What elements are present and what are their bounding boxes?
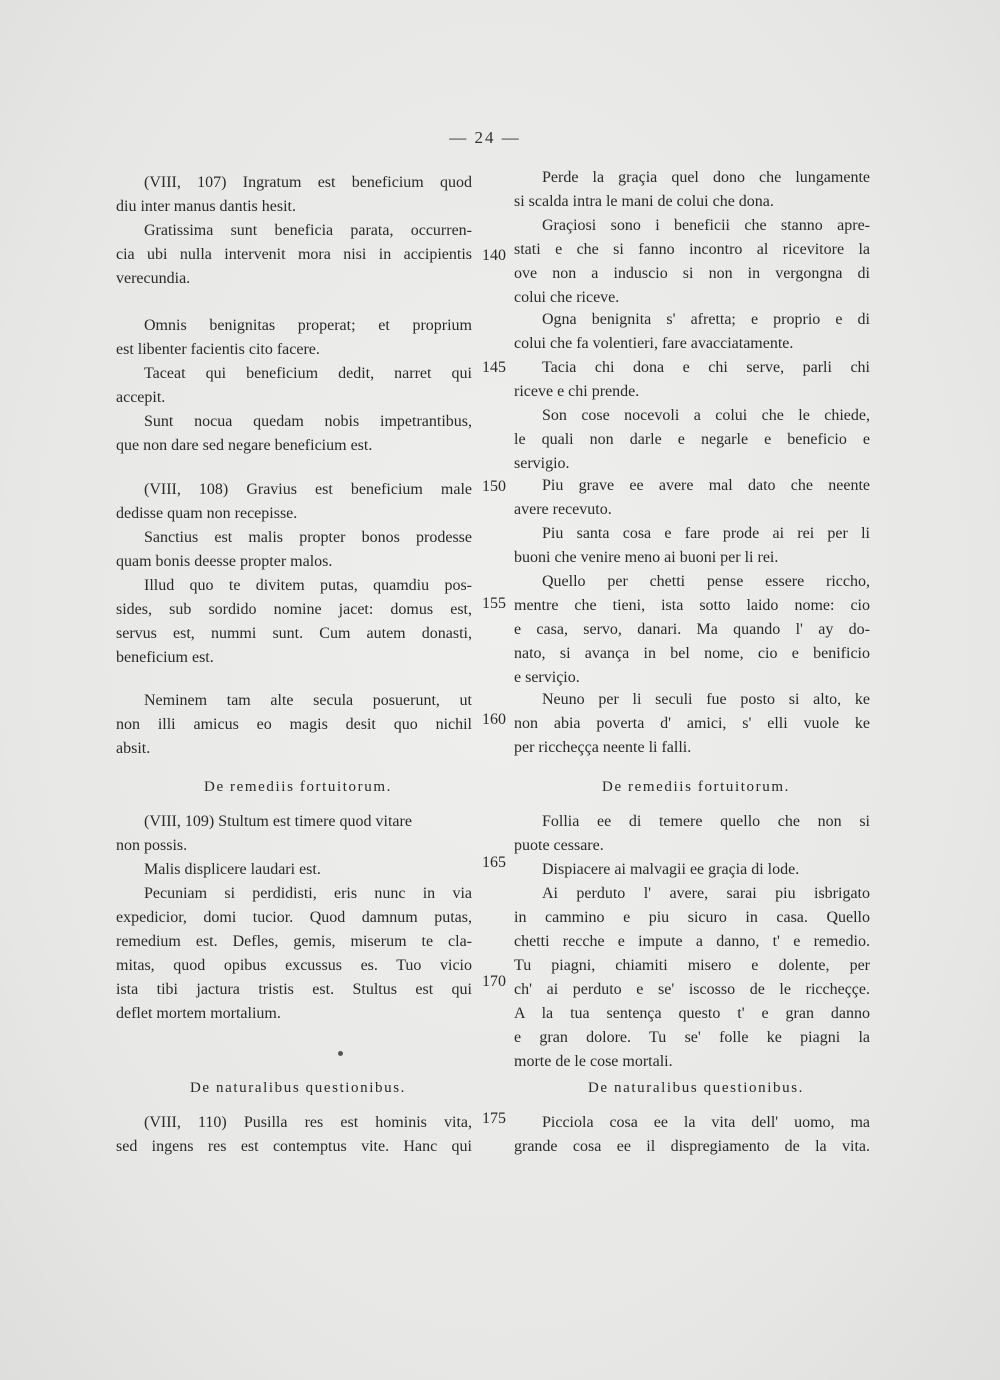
text-line: A la tua sentença questo t' e gran danno <box>514 1005 870 1022</box>
text-line: buoni che venire meno ai buoni per li rei. <box>514 549 779 566</box>
text-line: Pecuniam si perdidisti, eris nunc in via <box>144 885 472 902</box>
text-line: (VIII, 108) Gravius est beneficium male <box>144 481 472 498</box>
line-number: 175 <box>482 1110 506 1127</box>
text-line: Picciola cosa ee la vita dell' uomo, ma <box>542 1114 870 1131</box>
text-line: non illi amicus eo magis desit quo nichil <box>116 716 472 733</box>
text-line: servus est, nummi sunt. Cum autem donasti, <box>116 625 472 642</box>
text-line: expedicior, domi tucior. Quod damnum putas, <box>116 909 472 926</box>
section-heading: De remediis fortuitorum. <box>204 779 392 795</box>
text-line: ista tibi jactura tristis est. Stultus est qui <box>116 981 472 998</box>
text-line: mitas, quod opibus excussus es. Tuo vicio <box>116 957 472 974</box>
text-line: puote cessare. <box>514 837 604 854</box>
text-line: ove non a induscio si non in vergongna di <box>514 265 870 282</box>
text-line: Tu piagni, chiamiti misero e dolente, per <box>514 957 870 974</box>
text-line: cia ubi nulla intervenit mora nisi in accipientis <box>116 246 472 263</box>
text-line: sed ingens res est contemptus vite. Hanc qui <box>116 1138 472 1155</box>
text-line: Sanctius est malis propter bonos prodesse <box>144 529 472 546</box>
text-line: Dispiacere ai malvagii ee graçia di lode. <box>542 861 800 878</box>
section-heading: De remediis fortuitorum. <box>602 779 790 795</box>
text-line: Omnis benignitas properat; et proprium <box>144 317 472 334</box>
text-line: Neuno per li seculi fue posto si alto, ke <box>542 691 870 708</box>
text-line: stati e che si fanno incontro al ricevitore la <box>514 241 870 258</box>
text-line: absit. <box>116 740 151 757</box>
text-line: que non dare sed negare beneficium est. <box>116 437 373 454</box>
text-line: si scalda intra le mani de colui che dona. <box>514 193 774 210</box>
text-line: non possis. <box>116 837 188 854</box>
text-line: sides, sub sordido nomine jacet: domus est, <box>116 601 472 618</box>
text-line: Piu grave ee avere mal dato che neente <box>542 477 870 494</box>
text-line: est libenter facientis cito facere. <box>116 341 320 358</box>
text-line: in cammino e piu sicuro in casa. Quello <box>514 909 870 926</box>
text-line: Taceat qui beneficium dedit, narret qui <box>144 365 472 382</box>
text-line: morte de le cose mortali. <box>514 1053 673 1070</box>
text-line: riceve e chi prende. <box>514 383 640 400</box>
line-number: 155 <box>482 595 506 612</box>
text-line: Sunt nocua quedam nobis impetrantibus, <box>144 413 472 430</box>
text-line: Gratissima sunt beneficia parata, occurren- <box>144 222 472 239</box>
text-line: Ogna benignita s' afretta; e proprio e di <box>542 311 870 328</box>
page-number: — 24 — <box>449 128 521 147</box>
text-line: Follia ee di temere quello che non si <box>542 813 870 830</box>
text-line: quam bonis deesse propter malos. <box>116 553 333 570</box>
text-line: le quali non darle e negarle e beneficio e <box>514 431 870 448</box>
text-line: beneficium est. <box>116 649 214 666</box>
text-line: (VIII, 107) Ingratum est beneficium quod <box>144 174 472 191</box>
text-line: Tacia chi dona e chi serve, parli chi <box>542 359 870 376</box>
text-line: Son cose nocevoli a colui che le chiede, <box>542 407 870 424</box>
text-line: Malis displicere laudari est. <box>144 861 321 878</box>
ink-dot <box>338 1051 343 1056</box>
text-line: Perde la graçia quel dono che lungamente <box>542 169 870 186</box>
text-line: mentre che tieni, ista sotto laido nome: cio <box>514 597 870 614</box>
text-line: accepit. <box>116 389 166 406</box>
text-line: Neminem tam alte secula posuerunt, ut <box>144 692 472 709</box>
text-line: remedium est. Defles, gemis, miserum te cla- <box>116 933 472 950</box>
text-line: nato, si avança in bel nome, cio e benificio <box>514 645 870 662</box>
text-line: avere recevuto. <box>514 501 612 518</box>
text-line: colui che riceve. <box>514 289 620 306</box>
text-line: verecundia. <box>116 270 191 287</box>
text-line: (VIII, 109) Stultum est timere quod vitare <box>144 813 412 830</box>
text-line: chetti recche e impute a danno, t' e remedio. <box>514 933 870 950</box>
line-number: 145 <box>482 359 506 376</box>
text-line: Illud quo te divitem putas, quamdiu pos- <box>144 577 472 594</box>
text-line: non abia poverta d' amici, s' elli vuole ke <box>514 715 870 732</box>
text-line: grande cosa ee il dispregiamento de la vita. <box>514 1138 870 1155</box>
line-number: 160 <box>482 711 506 728</box>
text-line: ch' ai perduto e se' iscosso de le riccheççe. <box>514 981 870 998</box>
text-line: Piu santa cosa e fare prode ai rei per li <box>542 525 870 542</box>
line-number: 150 <box>482 478 506 495</box>
text-line: Quello per chetti pense essere riccho, <box>542 573 870 590</box>
text-line: servigio. <box>514 455 570 472</box>
line-number: 165 <box>482 854 506 871</box>
text-line: Graçiosi sono i beneficii che stanno apre- <box>542 217 870 234</box>
line-number: 170 <box>482 973 506 990</box>
section-heading: De naturalibus questionibus. <box>189 1080 407 1096</box>
text-line: per riccheçça neente li falli. <box>514 739 692 756</box>
text-line: (VIII, 110) Pusilla res est hominis vita, <box>144 1114 472 1131</box>
text-line: e serviçio. <box>514 669 580 686</box>
text-line: diu inter manus dantis hesit. <box>116 198 296 215</box>
text-line: dedisse quam non recepisse. <box>116 505 298 522</box>
text-line: colui che fa volentieri, fare avacciatamente. <box>514 335 794 352</box>
text-line: e casa, servo, danari. Ma quando l' ay do- <box>514 621 870 638</box>
text-line: deflet mortem mortalium. <box>116 1005 281 1022</box>
text-line: e gran dolore. Tu se' folle ke piagni la <box>514 1029 870 1046</box>
section-heading: De naturalibus questionibus. <box>587 1080 805 1096</box>
text-line: Ai perduto l' avere, sarai piu isbrigato <box>542 885 870 902</box>
line-number: 140 <box>482 247 506 264</box>
